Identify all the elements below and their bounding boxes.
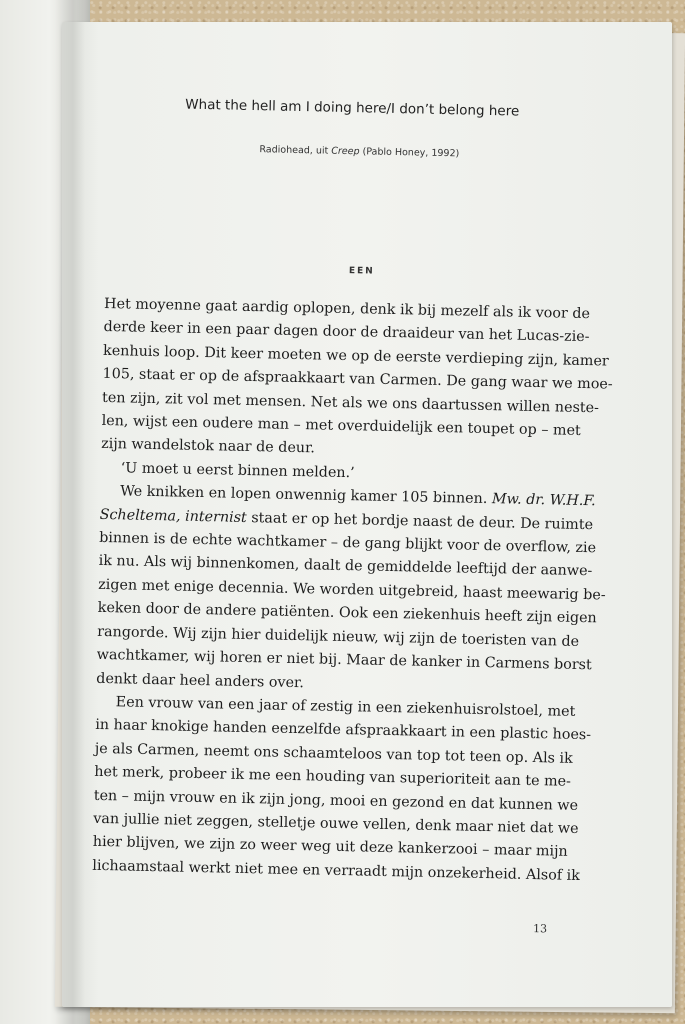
book-page [62,22,672,1007]
body-line: wachtkamer, wij horen er niet bij. Maar de kanker in Carmens borst [96,646,592,674]
epigraph-source-title: Creep [331,145,360,158]
epigraph-source [249,144,469,160]
body-line: lichaamstaal werkt niet mee en verraadt mijn onzekerheid. Alsof ik [92,857,581,884]
body-line: Het moyenne gaat aardig oplopen, denk ik bij mezelf als ik voor de [103,295,591,323]
body-line: zijn wandelstok naar de deur. [100,436,316,457]
body-line: ik nu. Als wij binnenkomen, daalt de gemiddelde leeftijd der aanwe- [98,553,593,580]
epigraph-source-suffix: (Pablo Honey, 1992) [359,146,460,160]
body-line: Een vrouw van een jaar of zestig in een ziekenhuisrolstoel, met [115,694,576,720]
body-line: ten zijn, zit vol met mensen. Net als we ons daartussen willen neste- [101,389,600,416]
body-line: denkt daar heel anders over. [96,670,305,691]
body-text [92,293,613,888]
body-line: ten – mijn vrouw en ik zijn jong, mooi en gezond en dat kunnen we [93,787,579,814]
body-line: ‘U moet u eerst binnen melden.’ [120,460,355,482]
body-text-run: staat er op het bordje naast de deur. De ruimte [246,509,594,533]
body-line: rangorde. Wij zijn hier duidelijk nieuw, wij zijn de toeristen van de [97,623,580,650]
epigraph-source-prefix: Radiohead, uit [259,144,332,157]
body-line: het merk, probeer ik me een houding van superioriteit aan te me- [94,763,572,790]
body-line: keken door de andere patiënten. Ook een ziekenhuis heeft zijn eigen [97,600,597,627]
book-fold-shadow [55,0,85,1024]
page-content [62,22,672,1007]
body-line: hier blijven, we zijn zo weer weg uit deze kankerzooi – maar mijn [92,834,568,861]
body-line: 105, staat er op de afspraakkaart van Carmen. De gang waar we moe- [102,366,613,393]
body-line: derde keer in een paar dagen door de draaideur van het Lucas-zie- [103,319,590,346]
body-line: van jullie niet zeggen, stelletje ouwe vellen, denk maar niet dat we [93,810,579,837]
body-line: binnen is de echte wachtkamer – de gang blijkt voor de overflow, zie [99,529,597,557]
body-line: in haar knokige handen eenzelfde afspraakkaart in een plastic hoes- [95,717,592,744]
body-italic-run: Scheltema, internist [99,506,247,526]
body-italic-run: Mw. dr. W.H.F. [491,491,596,510]
body-line: len, wijst een oudere man – met overduidelijk een toupet op – met [101,412,581,439]
body-text-run: We knikken en lopen onwennig kamer 105 binnen. [120,483,488,508]
body-line: zigen met enige decennia. We worden uitgebreid, haast meewarig be- [98,576,606,604]
page-number: 13 [532,922,548,936]
body-line: kenhuis loop. Dit keer moeten we op de eerste verdieping zijn, kamer [102,342,609,370]
epigraph-quote: What the hell am I doing here/I don’t belong here [185,96,520,120]
body-line: je als Carmen, neemt ons schaamteloos van top tot teen op. Als ik [94,740,573,767]
chapter-title: EEN [348,266,375,277]
